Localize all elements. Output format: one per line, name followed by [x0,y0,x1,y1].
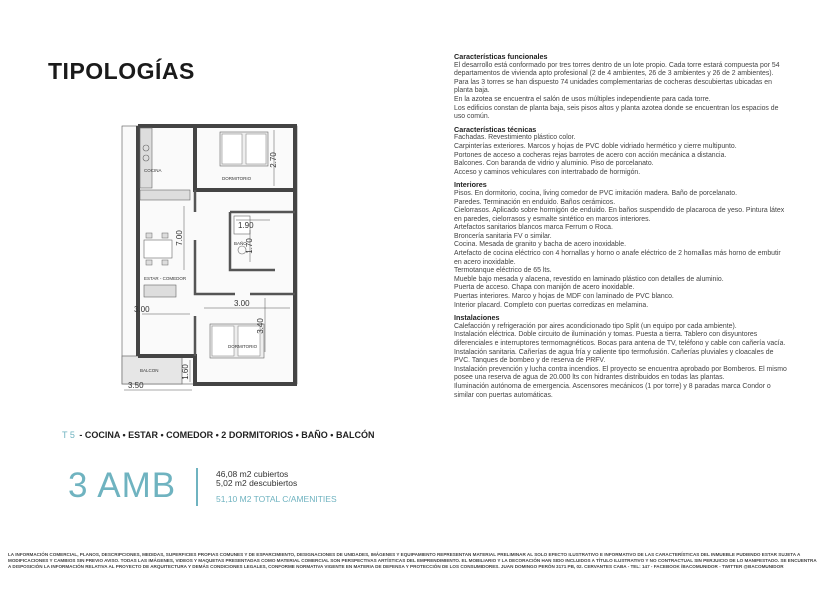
dimension-label: 2.70 [269,152,278,168]
spec-line: Termotanque eléctrico de 65 lts. [454,267,552,275]
area-summary [216,470,337,504]
spec-line: En la azotea se encuentra el salón de usos múltiples independiente para cada torre. [454,95,711,103]
spec-line: Portones de acceso a cocheras rejas barrotes de acero con acción mecánica a distancia. [454,151,727,159]
dimension-label: 1.60 [181,364,190,380]
dimension-label: 3.00 [134,305,150,314]
spec-heading: Instalaciones [454,313,500,323]
spec-line: Pisos. En dormitorio, cocina, living comedor de PVC imitación madera. Baño de porcelanato. [454,189,738,197]
area-descubiertos: 5,02 m2 descubiertos [216,478,298,488]
spec-line: Instalación eléctrica. Doble circuito de iluminación y tomas. Puesta a tierra. Tablero con disyuntores diferenciales e interruptores termomagnéticos. Bocas para antena de TV, teléfono y cable con cañería vacía. [454,331,786,347]
spec-line: Instalación sanitaria. Cañerías de agua fría y caliente tipo termofusión. Cañerías pluviales y cloacales de PVC. Tanques de bombeo y de reserva de PRFV. [454,348,774,365]
page-title: TIPOLOGÍAS [48,58,195,84]
spec-line: Artefactos sanitarios blancos marca Ferrum o Roca. [454,224,613,232]
spec-line: Carpinterías exteriores. Marcos y hojas de PVC doble vidriado hermético y cierre multipunto. [454,142,737,150]
room-label-estar-comedor: ESTAR - COMEDOR [144,276,187,281]
dimension-label: 1.90 [238,221,254,230]
spec-line: El desarrollo está conformado por tres torres dentro de un lote propio. Cada torre estará compuesta por 54 departamentos de vivienda apto profesional (2 de 4 ambientes, 26 de 3 ambientes y 26 de 2 ambientes). [454,61,780,78]
room-label-dormitorio-1: DORMITORIO [222,176,252,181]
ambientes-count: 3 AMB [68,466,177,505]
spec-line: Fachadas. Revestimiento plástico color. [454,134,576,142]
spec-line: Calefacción y refrigeración por aires acondicionado tipo Split (un equipo por cada ambiente). [454,322,737,330]
typology-line [62,430,374,440]
room-label-balcon: BALCON [140,368,159,373]
typology-description: - COCINA • ESTAR • COMEDOR • 2 DORMITORIOS • BAÑO • BALCÓN [79,430,375,440]
spec-line: Los edificios constan de planta baja, seis pisos altos y planta azotea donde se encuentran los espacios de uso común. [454,104,779,121]
floor-plan [100,120,315,410]
room-label-cocina: COCINA [144,168,162,173]
spec-line: Broncería sanitaria FV o similar. [454,232,552,240]
area-cubiertos: 46,08 m2 cubiertos [216,469,289,479]
spec-line: Balcones. Con baranda de vidrio y aluminio. Piso de porcelanato. [454,160,654,168]
spec-heading: Características técnicas [454,124,537,134]
dimension-label: 1.70 [245,238,254,254]
dimension-label: 3.00 [234,299,250,308]
spec-line: Mueble bajo mesada y alacena, revestido en laminado plástico con detalles de aluminio. [454,275,724,283]
spec-line: Cielorrasos. Aplicado sobre hormigón de enduido. En baños suspendido de placaroca de yeso. Pintura látex en paredes, cielorrasos y esmalte sintético en marcos interiores. [454,207,785,223]
typology-code: T 5 [62,430,75,440]
spec-line: Interior placard. Completo con puertas corredizas en melamina. [454,301,649,309]
legal-disclaimer: LA INFORMACIÓN COMERCIAL, PLANOS, DESCRIPCIONES, MEDIDAS, SUPERFICIES PROPIAS COMUNES Y DE ESPARCIMIENTO, DESIGNACIONES DE UNIDADES, IMÁGENES Y EQUIPAMIENTO REPRESENTAN MATERIAL PRELIMINAR AL SOLO EFECTO ILUSTRATIVO E INFORMATIVO DE LAS CARACTERÍSTICAS DEL INMUEBLE PUDIENDO ESTAR SUJETA A MODIFICACIONES Y CAMBIOS SIN PREVIO AVISO. TODAS LAS IMÁGENES, VIDEOS Y MAQUETAS PRESENTADAS COMO MATERIAL COMERCIAL SON PERSPECTIVAS ARTÍSTICAS DEL EMPRENDIMIENTO. EL MOBILIARIO Y LA DECORACIÓN HAN SIDO INCLUIDOS A TÍTULO ILUSTRATIVO Y NO CONTRACTUAL SIN PERJUICIO DE LO MANIFESTADO. SE ENCUENTRA A DISPOSICIÓN LA INFORMACIÓN RELATIVA AL PROYECTO DE ARQUITECTURA Y DEMÁS CONDICIONES LEGALES, CONFORME NORMATIVA VIGENTE EN MATERIA DE DEFENSA Y PROTECCIÓN DE LOS CONSUMIDORES. JUAN DOMINGO PERÓN 3171 PB, 02. CERVANTES CABA - TEL: 147 - FACEBOOK /BACOMUNIDOR - TWITTER @BACOMUNIDOR [8,552,817,569]
dimension-label: 3.50 [128,381,144,390]
spec-heading: Interiores [454,180,487,190]
spec-line: Acceso y caminos vehiculares con intertrabado de hormigón. [454,168,641,176]
spec-line: Artefacto de cocina eléctrico con 4 hornallas y horno o anafe eléctrico de 2 hornallas más horno de embutir en acero inoxidable. [454,250,781,266]
specifications [454,53,788,400]
divider [196,468,198,506]
dimension-label: 3.40 [256,318,265,334]
spec-line: Para las 3 torres se han dispuesto 74 unidades complementarias de cocheras descubiertas ubicadas en planta baja. [454,78,772,95]
room-label-dormitorio-2: DORMITORIO [228,344,258,349]
spec-line: Puertas interiores. Marco y hojas de MDF con laminado de PVC blanco. [454,293,674,301]
spec-heading: Características funcionales [454,52,548,61]
spec-line: Instalación prevención y lucha contra incendios. El proyecto se encuentra aprobado por Bomberos. El mismo posee una reserva de agua de 20.000 lts con hidrantes distribuidos en todas las plantas. [454,365,787,382]
area-total: 51,10 M2 TOTAL C/AMENITIES [216,494,337,504]
dimension-label: 7.00 [175,230,184,246]
spec-line: Paredes. Terminación en enduido. Baños cerámicos. [454,198,616,206]
spec-line: Iluminación autónoma de emergencia. Ascensores mecánicos (1 por torre) y 8 paradas marca Condor o similar con puertas automáticas. [454,382,771,399]
spec-line: Cocina. Mesada de granito y bacha de acero inoxidable. [454,241,626,249]
room-label-bano: BAÑO [234,241,247,246]
spec-line: Puerta de acceso. Chapa con manijón de acero inoxidable. [454,284,635,292]
